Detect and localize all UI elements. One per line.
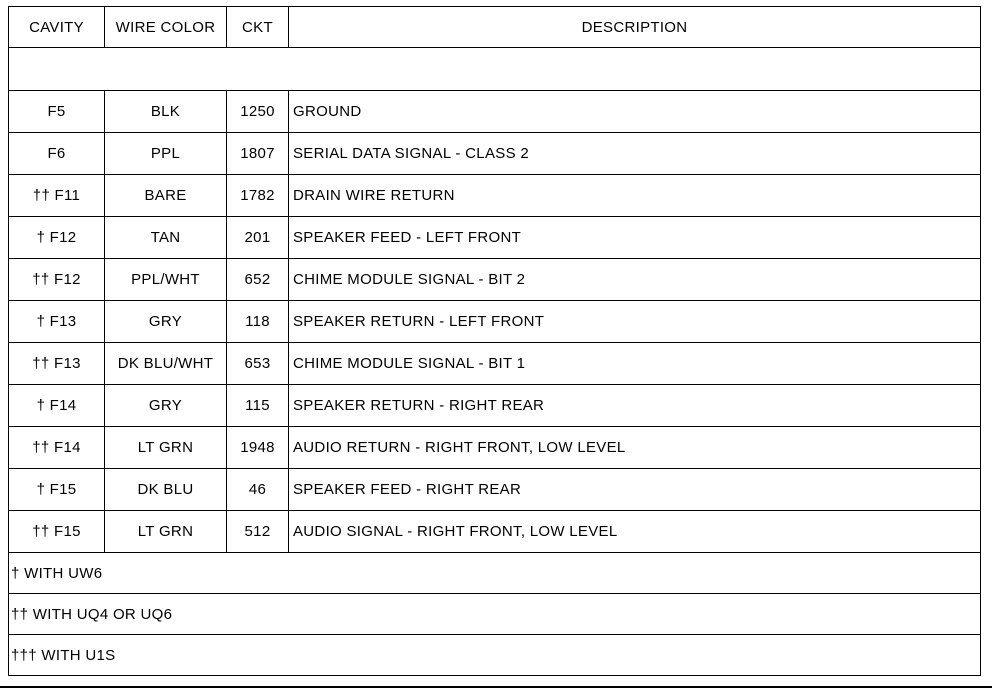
header-wire-color: WIRE COLOR [105, 7, 227, 48]
description-cell: DRAIN WIRE RETURN [289, 175, 981, 217]
description-cell: AUDIO SIGNAL - RIGHT FRONT, LOW LEVEL [289, 511, 981, 553]
table-row [9, 217, 981, 259]
cavity-cell: †† F11 [9, 175, 105, 217]
wire-color-cell: PPL [105, 133, 227, 175]
cavity-cell: † F12 [9, 217, 105, 259]
table-row [9, 259, 981, 301]
header-ckt: CKT [227, 7, 289, 48]
description-cell: AUDIO RETURN - RIGHT FRONT, LOW LEVEL [289, 427, 981, 469]
table-row [9, 511, 981, 553]
table-row [9, 175, 981, 217]
table-row [9, 427, 981, 469]
bottom-divider [0, 686, 992, 688]
ckt-cell: 1948 [227, 427, 289, 469]
description-cell: SPEAKER FEED - LEFT FRONT [289, 217, 981, 259]
description-cell: CHIME MODULE SIGNAL - BIT 2 [289, 259, 981, 301]
cavity-cell: † F15 [9, 469, 105, 511]
description-cell: SPEAKER RETURN - RIGHT REAR [289, 385, 981, 427]
description-cell: SPEAKER FEED - RIGHT REAR [289, 469, 981, 511]
table-row [9, 133, 981, 175]
wire-color-cell: BARE [105, 175, 227, 217]
cavity-cell: F5 [9, 91, 105, 133]
blank-row [9, 48, 981, 91]
ckt-cell: 1250 [227, 91, 289, 133]
wire-color-cell: DK BLU [105, 469, 227, 511]
table-row [9, 301, 981, 343]
cavity-cell: †† F13 [9, 343, 105, 385]
connector-table-sheet [8, 6, 980, 690]
footnote-row [9, 553, 981, 594]
table-row [9, 385, 981, 427]
ckt-cell: 653 [227, 343, 289, 385]
table-row [9, 91, 981, 133]
footnote-u1s: ††† WITH U1S [9, 635, 981, 676]
cavity-cell: † F14 [9, 385, 105, 427]
header-row [9, 7, 981, 48]
cavity-cell: † F13 [9, 301, 105, 343]
connector-pinout-table [8, 6, 981, 676]
blank-cell [9, 48, 981, 91]
wire-color-cell: BLK [105, 91, 227, 133]
ckt-cell: 115 [227, 385, 289, 427]
footnote-row [9, 635, 981, 676]
footnote-uw6: † WITH UW6 [9, 553, 981, 594]
cavity-cell: F6 [9, 133, 105, 175]
ckt-cell: 46 [227, 469, 289, 511]
footnote-uq4-uq6: †† WITH UQ4 OR UQ6 [9, 594, 981, 635]
cavity-cell: †† F14 [9, 427, 105, 469]
header-cavity: CAVITY [9, 7, 105, 48]
ckt-cell: 1782 [227, 175, 289, 217]
header-description: DESCRIPTION [289, 7, 981, 48]
wire-color-cell: GRY [105, 385, 227, 427]
ckt-cell: 201 [227, 217, 289, 259]
footnote-row [9, 594, 981, 635]
table-row [9, 343, 981, 385]
wire-color-cell: LT GRN [105, 511, 227, 553]
description-cell: SERIAL DATA SIGNAL - CLASS 2 [289, 133, 981, 175]
wire-color-cell: LT GRN [105, 427, 227, 469]
description-cell: GROUND [289, 91, 981, 133]
wire-color-cell: PPL/WHT [105, 259, 227, 301]
cavity-cell: †† F15 [9, 511, 105, 553]
cavity-cell: †† F12 [9, 259, 105, 301]
wire-color-cell: TAN [105, 217, 227, 259]
ckt-cell: 118 [227, 301, 289, 343]
wire-color-cell: DK BLU/WHT [105, 343, 227, 385]
ckt-cell: 1807 [227, 133, 289, 175]
description-cell: SPEAKER RETURN - LEFT FRONT [289, 301, 981, 343]
wire-color-cell: GRY [105, 301, 227, 343]
table-row [9, 469, 981, 511]
description-cell: CHIME MODULE SIGNAL - BIT 1 [289, 343, 981, 385]
ckt-cell: 512 [227, 511, 289, 553]
ckt-cell: 652 [227, 259, 289, 301]
